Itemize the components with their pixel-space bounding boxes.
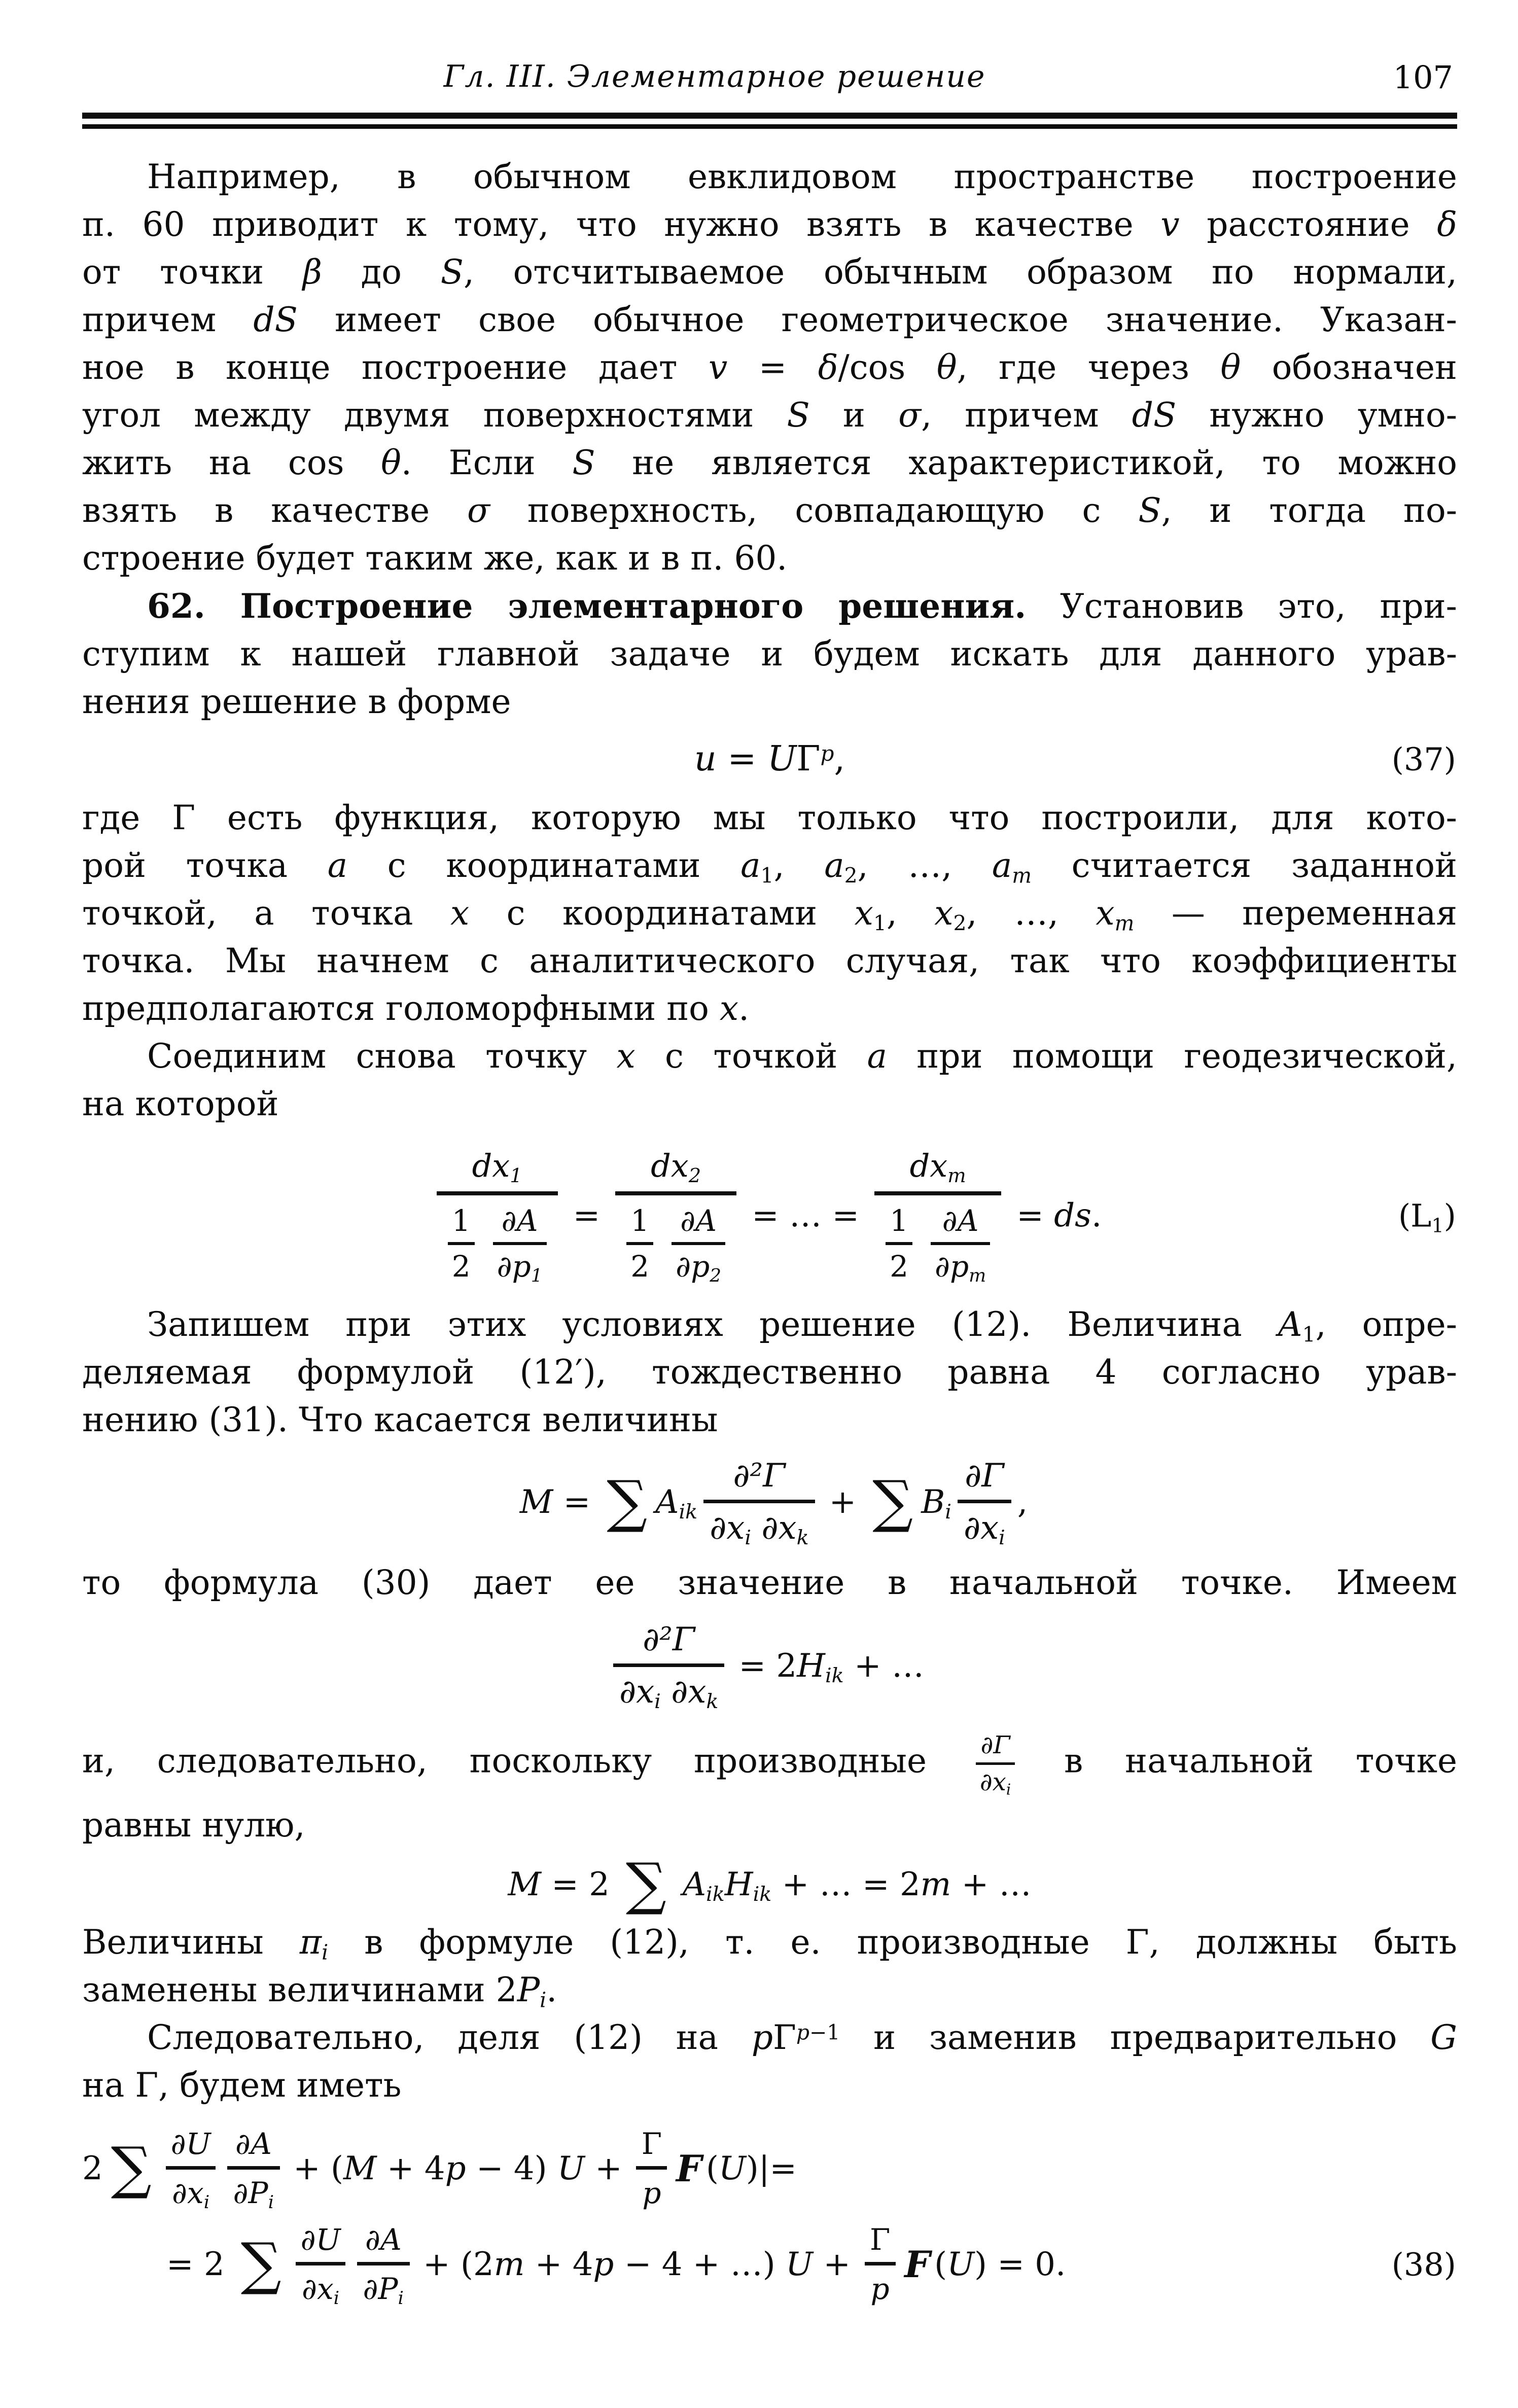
partial-xi-xk: $\partial x_i$ $\partial x_k$	[703, 1500, 815, 1547]
fraction-numerator: $dx_m$	[909, 1147, 966, 1187]
equals-2: = 2	[166, 2245, 225, 2283]
partial-U: ∂U	[170, 2127, 211, 2162]
fraction-denominator	[437, 1191, 558, 1287]
M-equals: M =	[519, 1483, 591, 1521]
text-line: угол между двумя поверхностями S и σ, причем dS нужно умно-	[82, 396, 1458, 435]
partial-gamma: ∂Γ	[980, 1731, 1010, 1759]
F-of-U-equals-zero: (U) = 0.	[934, 2245, 1066, 2283]
p-denominator: p	[636, 2166, 667, 2210]
paragraph-formula-30	[82, 1559, 1457, 1607]
inline-fraction-dG-dxi	[976, 1731, 1015, 1799]
fraction-denominator	[874, 1191, 1001, 1287]
fraction-dG-dxi	[958, 1457, 1011, 1550]
text-line: заменены величинами $2P_i$.	[82, 1970, 557, 2012]
chapter-title: Гл. III. Элементарное решение	[443, 59, 986, 94]
equation-tag-L1: $(L_1)$	[1398, 1197, 1456, 1237]
summation-sign: ∑	[625, 1851, 666, 1917]
text-line: взять в качестве σ поверхность, совпадающую с S, и тогда по-	[82, 491, 1457, 530]
fraction-dA-dp2	[672, 1203, 725, 1287]
fraktur-F-operator: F	[676, 2147, 702, 2190]
half-numerator: 1	[451, 1203, 471, 1238]
formula-37: $u = U\Gamma^p$,	[694, 739, 845, 779]
second-partial-gamma: ∂²Γ	[733, 1457, 786, 1495]
equation-tag-37: (37)	[1391, 740, 1456, 777]
paragraph-solution-12	[82, 1301, 1457, 1444]
summation-sign: ∑	[111, 2135, 152, 2202]
middle-term-2m4p4U: + (2m + 4p − 4 + …) U +	[423, 2245, 851, 2283]
fraction-dA-dp1	[493, 1203, 547, 1287]
partial-xi: $\partial x_i$	[166, 2166, 216, 2210]
page-number: 107	[1393, 59, 1453, 96]
partial-A: ∂A	[235, 2127, 272, 2162]
gamma: Γ	[869, 2222, 891, 2257]
text-line: деляемая формулой (12′), тождественно равна 4 согласно урав-	[82, 1353, 1457, 1392]
summation-sign: ∑	[872, 1468, 913, 1535]
half-denominator: 2	[448, 1242, 475, 1284]
fraction-denominator	[615, 1191, 736, 1287]
fraction-dx1	[437, 1147, 558, 1287]
F-of-U-bar-equals: (U)|=	[705, 2149, 797, 2187]
fraction-d2G-dxidxk	[703, 1457, 815, 1550]
plus-sign: +	[829, 1483, 857, 1521]
fraction-numerator: $dx_2$	[651, 1147, 701, 1187]
text-line: ное в конце построение дает v = δ/cos θ, где через θ обозначен	[82, 348, 1457, 387]
fraction-dx2	[615, 1147, 736, 1287]
partial-A: ∂A	[680, 1203, 717, 1238]
fraction-dU-dxi	[295, 2222, 347, 2309]
coefficient-Bi: $B_i$	[921, 1483, 951, 1524]
text-line: нения решение в форме	[82, 682, 511, 721]
partial-Pi: $\partial P_i$	[227, 2166, 280, 2210]
fraktur-F-operator: F	[904, 2243, 931, 2286]
text-line: ступим к нашей главной задаче и будем искать для данного урав-	[82, 634, 1457, 674]
fraction-d2G-dxidxk	[613, 1621, 724, 1714]
equals-2Hik: = $2H_{ik}$ + …	[738, 1647, 924, 1687]
paragraph-equal-zero	[82, 1801, 1457, 1849]
text-line: Запишем при этих условиях решение (12). Величина $A_1$, опре-	[147, 1305, 1457, 1347]
text-line: причем dS имеет свое обычное геометрическое значение. Указан-	[82, 300, 1457, 339]
partial-xi: $\partial x_i$	[976, 1762, 1015, 1796]
partial-A: ∂A	[942, 1203, 979, 1238]
text-line: точка. Мы начнем с аналитического случая, так что коэффициенты	[82, 941, 1457, 980]
text-line: от точки β до S, отсчитываемое обычным образом по нормали,	[82, 253, 1457, 292]
summation-sign: ∑	[240, 2231, 281, 2297]
half-numerator: 1	[890, 1203, 908, 1238]
text-span: Установив это, при-	[1060, 587, 1457, 626]
text-line: нению (31). Что касается величины	[82, 1400, 718, 1439]
p-denominator: p	[865, 2262, 896, 2306]
partial-A: ∂A	[501, 1203, 538, 1238]
fraction-gamma-p	[636, 2127, 668, 2210]
fraction-gamma-p	[864, 2222, 896, 2306]
equals-ds: = ds.	[1016, 1196, 1102, 1234]
equation-Hik	[82, 1621, 1457, 1714]
AikHik-2m: $A_{ik}H_{ik}$ + … = 2m + …	[682, 1865, 1032, 1906]
fraction-dA-dpm	[931, 1203, 990, 1287]
text-line: равны нулю,	[82, 1805, 305, 1845]
paragraph-dividing-12	[82, 2014, 1457, 2109]
text-line: то формула (30) дает ее значение в начальной точке. Имеем	[82, 1563, 1457, 1602]
equation-38-line2	[82, 2222, 1457, 2309]
equation-L1	[82, 1147, 1457, 1287]
fraction-dxm	[874, 1147, 1001, 1287]
text-span: в начальной точке	[1064, 1741, 1458, 1781]
paragraph-derivatives	[82, 1723, 1457, 1801]
equation-tag-38: (38)	[1391, 2246, 1456, 2283]
summation-sign: ∑	[607, 1468, 648, 1535]
partial-U: ∂U	[300, 2222, 341, 2257]
partial-A: ∂A	[365, 2222, 402, 2257]
paragraph-geodesic	[82, 1033, 1457, 1128]
text-span: и, следовательно, поскольку производные	[82, 1741, 927, 1781]
fraction-one-half	[448, 1203, 475, 1284]
text-line: Соединим снова точку x с точкой a при помощи геодезической,	[147, 1037, 1458, 1076]
text-line: где Γ есть функция, которую мы только что построили, для кото-	[82, 798, 1457, 837]
fraction-numerator: $dx_1$	[472, 1147, 522, 1187]
text-line: на Γ, будем иметь	[82, 2066, 402, 2105]
header-double-rule	[82, 113, 1457, 129]
text-line: на которой	[82, 1084, 279, 1123]
partial-p1: $\partial p_1$	[493, 1242, 547, 1284]
equation-38-line1	[82, 2127, 1457, 2213]
fraction-one-half	[886, 1203, 912, 1284]
gamma: Γ	[641, 2127, 662, 2162]
running-header	[82, 59, 1457, 100]
text-line: рой точка a с координатами $a_1$, $a_2$, …, $a_m$ считается заданной	[82, 846, 1457, 888]
second-partial-gamma: ∂²Γ	[643, 1621, 695, 1658]
middle-term-M4p4U: + (M + 4p − 4) U +	[293, 2149, 622, 2187]
text-line: строение будет таким же, как и в п. 60.	[82, 539, 788, 578]
text-line: Например, в обычном евклидовом пространстве построение	[147, 157, 1457, 196]
paragraph-euclidean-example	[82, 153, 1457, 582]
fraction-dA-dPi	[357, 2222, 410, 2309]
text-line: Величины $\pi_i$ в формуле (12), т. е. производные Γ, должны быть	[82, 1923, 1457, 1965]
partial-p2: $\partial p_2$	[672, 1242, 725, 1284]
fraction-dA-dPi	[227, 2127, 280, 2213]
fraction-dU-dxi	[165, 2127, 217, 2213]
text-line-with-fraction	[82, 1723, 1457, 1801]
comma: ,	[1017, 1483, 1028, 1521]
equation-M-definition	[82, 1457, 1457, 1550]
dots-equals: = … =	[752, 1196, 860, 1234]
text-line: п. 60 приводит к тому, что нужно взять в качестве v расстояние δ	[82, 205, 1457, 244]
partial-xi: $\partial x_i$	[958, 1500, 1011, 1547]
half-denominator: 2	[626, 1242, 653, 1284]
equation-M-value	[82, 1851, 1457, 1917]
partial-Pi: $\partial P_i$	[357, 2262, 410, 2306]
coefficient-2: 2	[82, 2149, 103, 2187]
text-line: Следовательно, деля (12) на $p\Gamma^{p-1}$ и заменив предварительно G	[147, 2018, 1457, 2058]
partial-xi-xk: $\partial x_i$ $\partial x_k$	[613, 1663, 724, 1711]
equals-sign: =	[573, 1196, 601, 1234]
text-line: точкой, а точка x с координатами $x_1$, $x_2$, …, $x_m$ — переменная	[82, 894, 1457, 936]
fraction-one-half	[626, 1203, 653, 1284]
coefficient-Aik: $A_{ik}$	[655, 1483, 698, 1524]
text-line	[82, 582, 1457, 630]
text-line: жить на cos θ. Если S не является характеристикой, то можно	[82, 443, 1457, 482]
half-numerator: 1	[630, 1203, 650, 1238]
section-62-heading: 62. Построение элементарного решения.	[147, 586, 1027, 626]
partial-gamma: ∂Γ	[965, 1457, 1004, 1495]
partial-pm: $\partial p_m$	[931, 1242, 990, 1284]
half-denominator: 2	[886, 1242, 912, 1284]
M-equals-2: M = 2	[508, 1865, 610, 1903]
paragraph-gamma-function	[82, 794, 1457, 1033]
partial-xi: $\partial x_i$	[296, 2262, 345, 2306]
section-62	[82, 582, 1457, 726]
equation-37	[82, 739, 1457, 779]
text-line: предполагаются голоморфными по x.	[82, 989, 750, 1028]
paragraph-pi-values	[82, 1919, 1457, 2014]
